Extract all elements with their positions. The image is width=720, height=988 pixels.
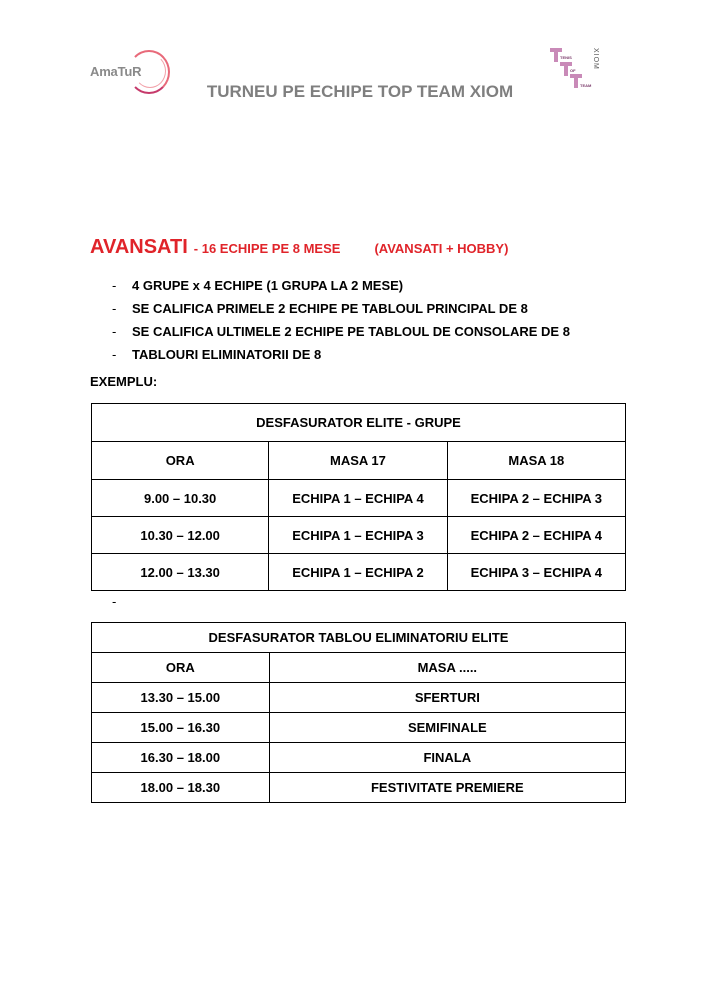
logo-t-stem [554, 48, 558, 62]
table-title: DESFASURATOR TABLOU ELIMINATORIU ELITE [92, 623, 626, 653]
table-cell: FESTIVITATE PREMIERE [269, 773, 625, 803]
list-item-text: TABLOURI ELIMINATORII DE 8 [132, 347, 322, 362]
table-header-row [92, 442, 626, 480]
list-item [112, 320, 570, 343]
table-row [92, 743, 626, 773]
bullet-dash: - [112, 301, 117, 316]
rules-list [112, 274, 570, 366]
table-cell: SFERTURI [269, 683, 625, 713]
document-title [0, 82, 720, 102]
column-header: MASA ..... [269, 653, 625, 683]
table-row [92, 554, 626, 591]
column-header: ORA [92, 442, 269, 480]
table-cell: ECHIPA 1 – ECHIPA 2 [269, 554, 447, 591]
bullet-dash: - [112, 347, 117, 362]
list-item-text: SE CALIFICA PRIMELE 2 ECHIPE PE TABLOUL PRINCIPAL DE 8 [132, 301, 528, 316]
table-cell: 12.00 – 13.30 [92, 554, 269, 591]
table-row [92, 480, 626, 517]
table-cell: ECHIPA 1 – ECHIPA 3 [269, 517, 447, 554]
table-title-row [92, 404, 626, 442]
table-header-row [92, 653, 626, 683]
list-item [112, 343, 570, 366]
bullet-dash: - [112, 278, 117, 293]
section-heading-sub: - 16 ECHIPE PE 8 MESE [193, 241, 341, 256]
table-row [92, 773, 626, 803]
logo-vertical-text: XIOM [592, 48, 599, 70]
logo-t-stem [564, 62, 568, 76]
knockout-schedule-table [91, 622, 626, 803]
table-cell: ECHIPA 1 – ECHIPA 4 [269, 480, 447, 517]
table-cell: 10.30 – 12.00 [92, 517, 269, 554]
logo-word-3: TEAM [580, 83, 592, 88]
document-title-text: TURNEU PE ECHIPE TOP TEAM XIOM [206, 82, 514, 101]
table-cell: 13.30 – 15.00 [92, 683, 270, 713]
amatur-logo-text: AmaTuR [90, 64, 142, 79]
logo-word-2: OF [570, 68, 576, 73]
list-item-text: 4 GRUPE x 4 ECHIPE (1 GRUPA LA 2 MESE) [132, 278, 404, 293]
table-cell: ECHIPA 3 – ECHIPA 4 [447, 554, 625, 591]
table-cell: 9.00 – 10.30 [92, 480, 269, 517]
column-header: MASA 18 [447, 442, 625, 480]
logo-word-1: TENIS [560, 55, 572, 60]
list-item-text: SE CALIFICA ULTIMELE 2 ECHIPE PE TABLOUL DE CONSOLARE DE 8 [132, 324, 570, 339]
table-cell: 15.00 – 16.30 [92, 713, 270, 743]
list-item [112, 274, 570, 297]
table-cell: SEMIFINALE [269, 713, 625, 743]
table-row [92, 683, 626, 713]
section-heading-extra: (AVANSATI + HOBBY) [374, 241, 509, 256]
column-header: MASA 17 [269, 442, 447, 480]
table-cell: 16.30 – 18.00 [92, 743, 270, 773]
column-header: ORA [92, 653, 270, 683]
table-cell: FINALA [269, 743, 625, 773]
example-label: EXEMPLU: [90, 374, 158, 389]
table-cell: ECHIPA 2 – ECHIPA 4 [447, 517, 625, 554]
section-heading [90, 236, 508, 259]
table-row [92, 517, 626, 554]
table-title-row [92, 623, 626, 653]
stray-dash: - [112, 594, 117, 609]
section-heading-main: AVANSATI [90, 236, 188, 258]
list-item [112, 297, 570, 320]
table-row [92, 713, 626, 743]
table-cell: ECHIPA 2 – ECHIPA 3 [447, 480, 625, 517]
table-cell: 18.00 – 18.30 [92, 773, 270, 803]
table-title: DESFASURATOR ELITE - GRUPE [92, 404, 626, 442]
bullet-dash: - [112, 324, 117, 339]
groups-schedule-table [91, 403, 626, 591]
